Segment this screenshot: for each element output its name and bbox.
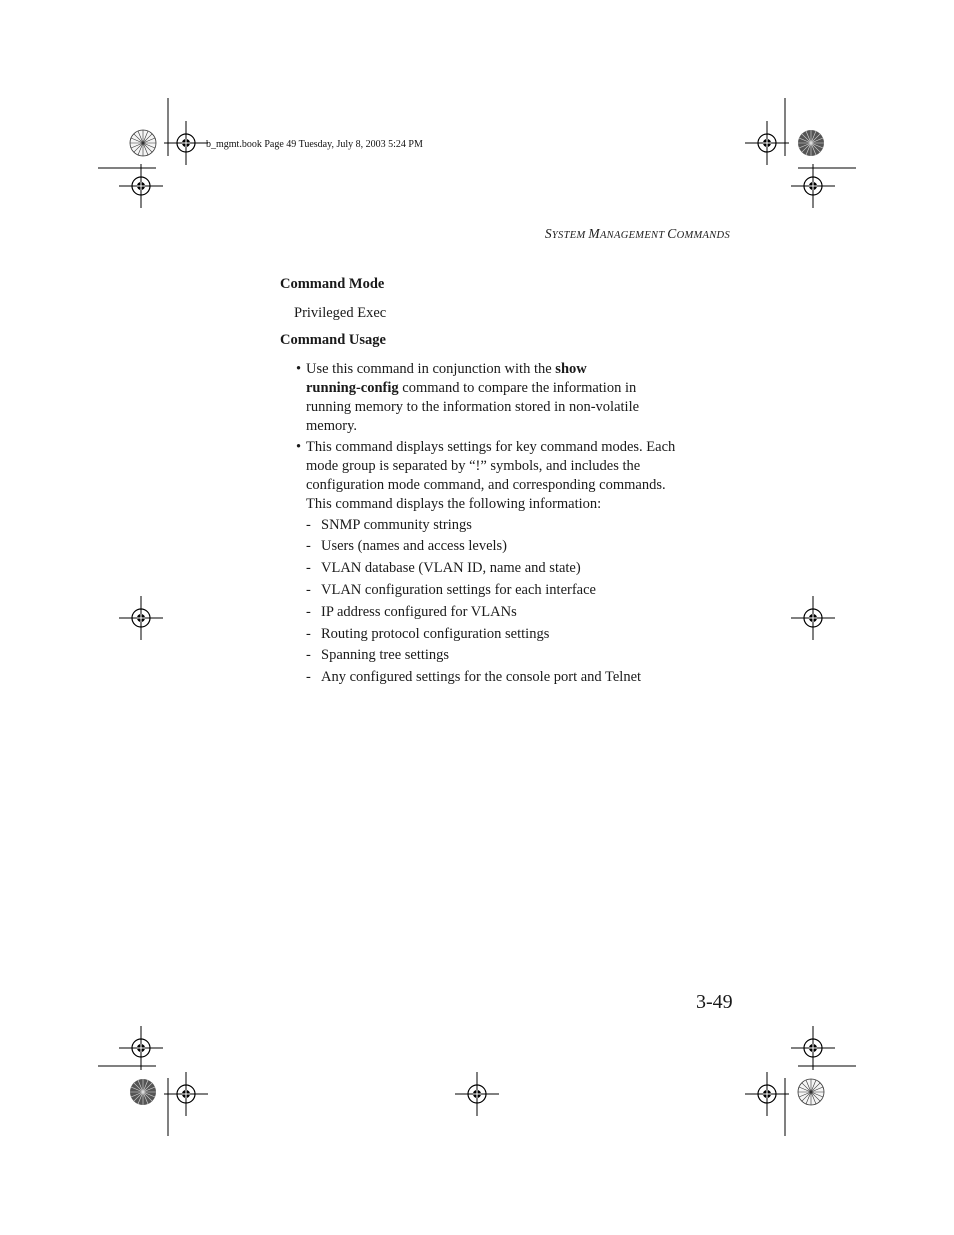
info-list-item [306, 517, 472, 534]
dash-marker: - [306, 626, 311, 642]
info-list-item [306, 582, 596, 599]
command-mode-value: Privileged Exec [294, 305, 387, 321]
info-list-item-text: Users (names and access levels) [321, 538, 508, 554]
bullet-2-text: This command displays settings for key command modes. Each [306, 439, 676, 455]
dash-marker: - [306, 517, 311, 533]
dash-marker: - [306, 604, 311, 620]
command-keyword-show: show [555, 361, 587, 377]
info-list-item [306, 538, 507, 555]
info-list-item [306, 560, 581, 577]
running-head-rest: YSTEM [551, 230, 589, 241]
bullet-1-text: running memory to the information stored in non-volatile [306, 399, 640, 415]
bullet-1-text: memory. [306, 418, 358, 434]
info-list-item-text: VLAN configuration settings for each interface [321, 582, 596, 598]
dash-marker: - [306, 669, 311, 685]
running-head-initial: S [544, 226, 552, 241]
dash-marker: - [306, 538, 311, 554]
bullet-marker: • [296, 361, 302, 377]
info-list-item-text: SNMP community strings [321, 517, 472, 533]
dash-marker: - [306, 582, 311, 598]
info-list-item-text: Spanning tree settings [321, 647, 450, 663]
dash-marker: - [306, 560, 311, 576]
info-list-item [306, 669, 641, 686]
running-head-rest: OMMANDS [676, 230, 730, 241]
info-list-item [306, 604, 517, 621]
usage-bullet-2 [296, 438, 736, 514]
bullet-2-text: configuration mode command, and corresponding commands. [306, 477, 666, 493]
info-list-item [306, 647, 449, 664]
info-list-item-text: IP address configured for VLANs [321, 604, 517, 620]
command-usage-heading: Command Usage [280, 332, 386, 348]
page-number: 3-49 [696, 991, 733, 1013]
bullet-1-text: command to compare the information in [398, 380, 637, 396]
info-list-item-text: Routing protocol configuration settings [321, 626, 550, 642]
usage-bullet-1 [296, 360, 736, 436]
info-list-item [306, 626, 549, 643]
info-list-item-text: VLAN database (VLAN ID, name and state) [321, 560, 581, 576]
command-mode-heading: Command Mode [280, 276, 385, 292]
running-head-rest: ANAGEMENT [599, 230, 668, 241]
running-head-initial: C [667, 226, 677, 241]
bullet-marker: • [296, 439, 302, 455]
print-slug: b_mgmt.book Page 49 Tuesday, July 8, 2003 5:24 PM [206, 139, 423, 150]
bullet-2-text: mode group is separated by “!” symbols, and includes the [306, 458, 641, 474]
bullet-1-text: Use this command in conjunction with the [306, 361, 556, 377]
bullet-2-text: This command displays the following information: [306, 496, 602, 512]
command-keyword-running-config: running-config [306, 380, 399, 396]
dash-marker: - [306, 647, 311, 663]
running-head-initial: M [588, 226, 600, 241]
running-head [545, 226, 730, 242]
info-list-item-text: Any configured settings for the console port and Telnet [321, 669, 642, 685]
